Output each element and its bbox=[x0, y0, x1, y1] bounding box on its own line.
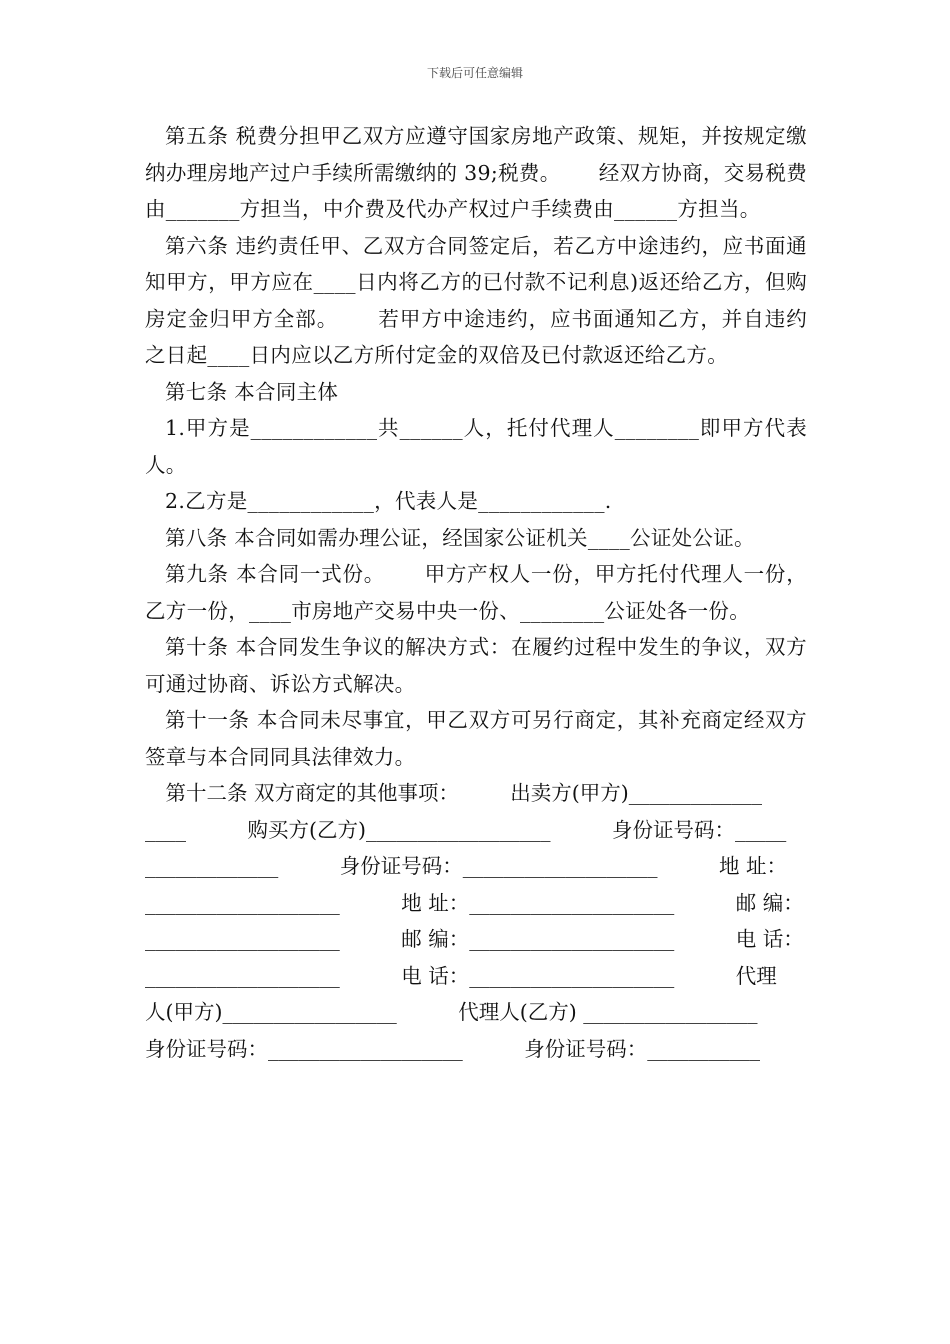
article-6: 第六条 违约责任甲、乙双方合同签定后，若乙方中途违约，应书面通知甲方，甲方应在____日内将乙方的已付款不记利息)返还给乙方，但购房定金归甲方全部。 若甲方中途违约，应书面通知乙方，并自违约之日起____日内应以乙方所付定金的双倍及已付款返还给乙方。 bbox=[145, 233, 807, 367]
signature-line: _____________ 身份证号码：___________________ 地 址： bbox=[145, 854, 788, 878]
article-9: 第九条 本合同一式份。 甲方产权人一份，甲方托付代理人一份，乙方一份，____市房地产交易中央一份、________公证处各一份。 bbox=[145, 562, 807, 623]
article-7-party-a: 1.甲方是____________共______人，托付代理人________即甲方代表人。 bbox=[145, 416, 807, 477]
signature-line: ___________________ 电 话：____________________ 代理 bbox=[145, 963, 777, 988]
article-7-party-b: 2.乙方是____________，代表人是____________. bbox=[165, 489, 612, 513]
signature-line: ____ 购买方(乙方)__________________ 身份证号码：_____ bbox=[145, 817, 787, 842]
article-10: 第十条 本合同发生争议的解决方式：在履约过程中发生的争议，双方可通过协商、诉讼方式解决。 bbox=[145, 635, 807, 696]
signature-line: 身份证号码：___________________ 身份证号码：___________ bbox=[145, 1036, 760, 1061]
signature-line: 第十二条 双方商定的其他事项： 出卖方(甲方)_____________ bbox=[145, 781, 763, 805]
article-8: 第八条 本合同如需办理公证，经国家公证机关____公证处公证。 bbox=[165, 525, 755, 550]
article-5: 第五条 税费分担甲乙双方应遵守国家房地产政策、规矩，并按规定缴纳办理房地产过户手续所需缴纳的 39;税费。 经双方协商，交易税费由_______方担当，中介费及代办产权过户手续费由______方担当。 bbox=[145, 124, 807, 221]
page-header: 下载后可任意编辑 bbox=[426, 66, 523, 80]
signature-line: ___________________ 邮 编：____________________ 电 话： bbox=[145, 927, 804, 951]
signature-block bbox=[145, 775, 807, 1067]
signature-line: ___________________ 地 址：____________________ 邮 编： bbox=[145, 890, 804, 915]
article-11: 第十一条 本合同未尽事宜，甲乙双方可另行商定，其补充商定经双方签章与本合同同具法律效力。 bbox=[145, 708, 807, 769]
signature-line: 人(甲方)_________________ 代理人(乙方) _________________ bbox=[145, 1000, 758, 1024]
article-7-title: 第七条 本合同主体 bbox=[165, 379, 339, 404]
contract-body bbox=[145, 118, 807, 1067]
